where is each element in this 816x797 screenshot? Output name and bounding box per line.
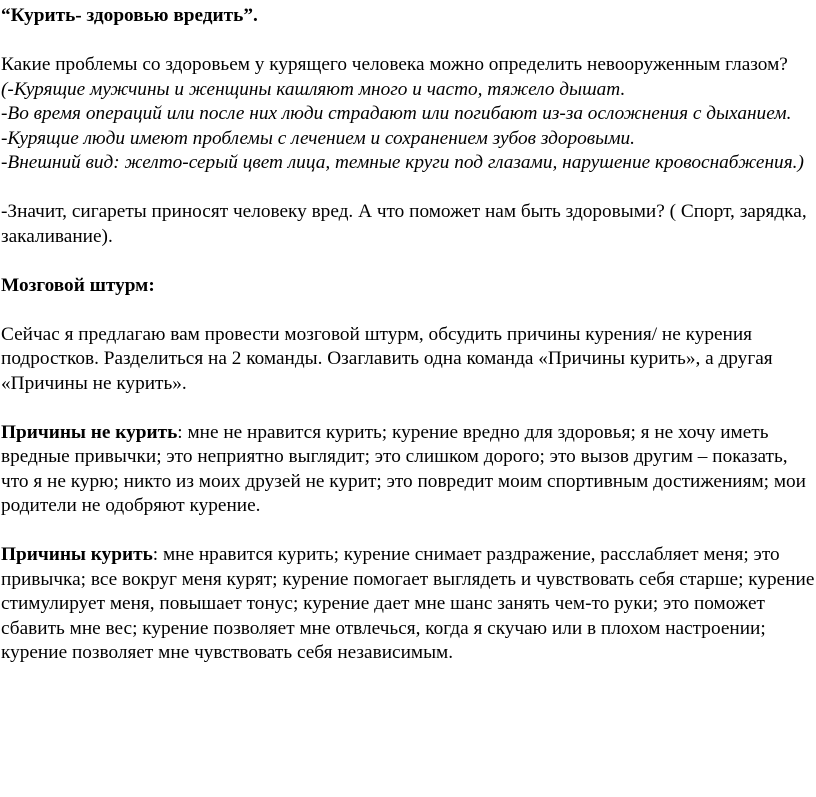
reasons-not-label: Причины не курить [1,421,178,443]
spacer [1,298,816,323]
brainstorm-heading: Мозговой штурм: [1,274,155,296]
answer-item-1: (-Курящие мужчины и женщины кашляют много и часто, тяжело дышат. [1,78,626,100]
document-title: “Курить- здоровью вредить”. [1,5,258,26]
reasons-yes-paragraph [1,543,816,666]
reasons-not-paragraph [1,421,816,519]
spacer [1,396,816,421]
answer-item-2: -Во время операций или после них люди страдают или погибают из-за осложнения с дыханием. [1,103,792,124]
spacer [1,519,816,544]
reasons-not-text: : мне не нравится курить; курение вредно для здоровья; я не хочу иметь вредные привычки; это неприятно выглядит; это слишком дорого; это вызов другим – показать, что я не курю; никто из моих друзей не курит; это повредит моим спортивным достижениям; мои родители не одобряют курение. [1,421,807,516]
conclusion-paragraph: -Значит, сигареты приносят человеку вред. А что поможет нам быть здоровыми? ( Спорт, зарядка, закаливание). [1,201,807,247]
reasons-yes-label: Причины курить [1,544,153,565]
question-paragraph: Какие проблемы со здоровьем у курящего человека можно определить невооруженным глазом? [1,54,788,75]
brainstorm-paragraph: Сейчас я предлагаю вам провести мозговой штурм, обсудить причины курения/ не курения подростков. Разделиться на 2 команды. Озаглавить одна команда «Причины курить», а другая «Причины не курить». [1,323,773,394]
spacer [1,249,816,274]
spacer [1,176,816,201]
answer-item-3: -Курящие люди имеют проблемы с лечением и сохранением зубов здоровыми. [1,127,635,149]
reasons-yes-text: : мне нравится курить; курение снимает раздражение, расслабляет меня; это привычка; все вокруг меня курят; курение помогает выглядеть и чувствовать себя старше; курение стимулирует меня, повышает тонус; курение дает мне шанс занять чем-то руки; это поможет сбавить мне вес; курение позволяет мне отвлечься, когда я скучаю или в плохом настроении; курение позволяет мне чувствовать себя независимым. [1,544,815,663]
spacer [1,29,816,54]
answer-item-4: -Внешний вид: желто-серый цвет лица, темные круги под глазами, нарушение кровоснабжения.) [1,152,804,173]
